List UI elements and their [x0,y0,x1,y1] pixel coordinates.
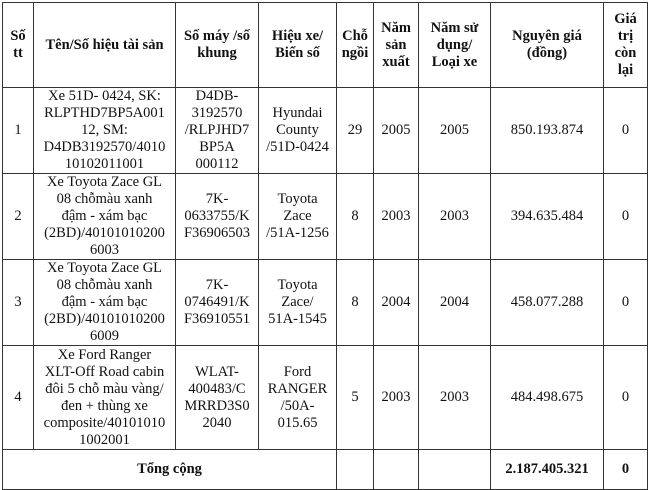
cell-price: 850.193.874 [491,88,604,174]
cell-brand: Toyota Zace /51A-1256 [259,174,337,260]
cell-year-made: 2003 [374,174,419,260]
cell-year-used: 2003 [419,346,491,450]
cell-year-used: 2003 [419,174,491,260]
total-price: 2.187.405.321 [491,450,604,490]
total-empty-seats [337,450,374,490]
total-label: Tổng cộng [3,450,337,490]
cell-year-used: 2004 [419,260,491,346]
cell-name: Xe Toyota Zace GL 08 chỗmàu xanh đậm - xám bạc (2BD)/40101010200 6003 [34,174,176,260]
header-stt: Số tt [3,3,34,88]
header-brand-plate: Hiệu xe/ Biển số [259,3,337,88]
cell-engine: 7K- 0746491/K F36910551 [176,260,259,346]
cell-name: Xe Ford Ranger XLT-Off Road cabin đôi 5 chỗ màu vàng/ đen + thùng xe composite/40101010 1002001 [34,346,176,450]
cell-price: 458.077.288 [491,260,604,346]
cell-remaining: 0 [604,174,648,260]
header-seats: Chỗ ngồi [337,3,374,88]
cell-seats: 29 [337,88,374,174]
cell-brand: Ford RANGER /50A- 015.65 [259,346,337,450]
total-row [3,450,648,490]
header-year-made: Năm sản xuất [374,3,419,88]
cell-name: Xe Toyota Zace GL 08 chỗmàu xanh đậm - xám bạc (2BD)/40101010200 6009 [34,260,176,346]
cell-seats: 8 [337,174,374,260]
asset-table [2,2,648,490]
cell-seats: 8 [337,260,374,346]
total-remaining: 0 [604,450,648,490]
header-price: Nguyên giá (đồng) [491,3,604,88]
header-row [3,3,648,88]
cell-engine: 7K- 0633755/K F36906503 [176,174,259,260]
cell-year-made: 2003 [374,346,419,450]
cell-brand: Toyota Zace/ 51A-1545 [259,260,337,346]
cell-remaining: 0 [604,260,648,346]
table-row [3,346,648,450]
cell-stt: 4 [3,346,34,450]
cell-remaining: 0 [604,88,648,174]
cell-remaining: 0 [604,346,648,450]
cell-engine: WLAT- 400483/C MRRD3S0 2040 [176,346,259,450]
cell-name: Xe 51D- 0424, SK: RLPTHD7BP5A001 12, SM: D4DB3192570/4010 10102011001 [34,88,176,174]
cell-year-used: 2005 [419,88,491,174]
cell-price: 394.635.484 [491,174,604,260]
cell-price: 484.498.675 [491,346,604,450]
header-remaining: Giá trị còn lại [604,3,648,88]
cell-stt: 3 [3,260,34,346]
cell-stt: 2 [3,174,34,260]
cell-stt: 1 [3,88,34,174]
header-name: Tên/Số hiệu tài sản [34,3,176,88]
header-year-used: Năm sử dụng/ Loại xe [419,3,491,88]
table-row [3,88,648,174]
cell-year-made: 2004 [374,260,419,346]
table-row [3,260,648,346]
cell-engine: D4DB- 3192570 /RLPJHD7 BP5A 000112 [176,88,259,174]
total-empty-year-used [419,450,491,490]
header-engine-chassis: Số máy /số khung [176,3,259,88]
cell-seats: 5 [337,346,374,450]
total-empty-year-made [374,450,419,490]
cell-brand: Hyundai County /51D-0424 [259,88,337,174]
cell-year-made: 2005 [374,88,419,174]
table-row [3,174,648,260]
